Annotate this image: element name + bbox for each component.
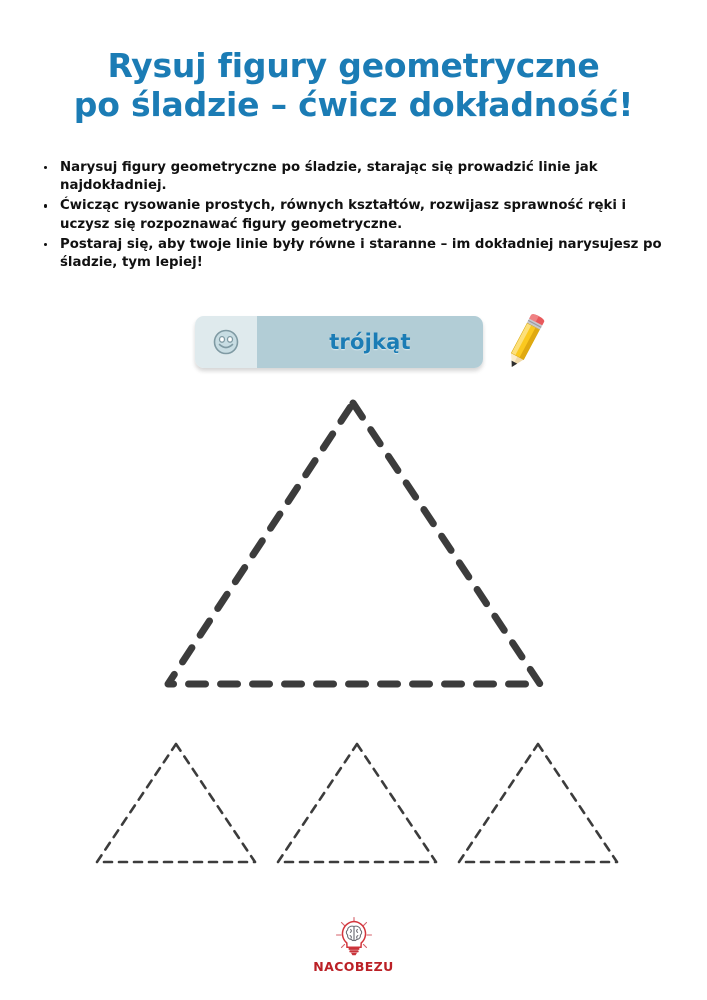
instructions-list — [38, 159, 666, 274]
shape-name-label: trójkąt — [329, 330, 411, 354]
brand-name: NACOBEZU — [313, 959, 394, 974]
shape-label-main — [257, 316, 483, 368]
shape-label-bar — [195, 316, 483, 368]
brain-lightbulb-icon — [0, 916, 707, 958]
instruction-item: Narysuj figury geometryczne po śladzie, starając się prowadzić linie jak najdokładniej. — [38, 159, 666, 195]
pencil-icon — [493, 312, 555, 376]
large-dashed-triangle — [168, 403, 540, 684]
small-dashed-triangle-3 — [459, 744, 617, 862]
small-dashed-triangle-1 — [97, 744, 255, 862]
footer-logo — [0, 916, 707, 974]
page-title — [0, 46, 707, 124]
small-dashed-triangle-2 — [278, 744, 436, 862]
shape-label-row — [195, 316, 555, 372]
page-title-line-2: po śladzie – ćwicz dokładność! — [73, 85, 634, 124]
instruction-item: Postaraj się, aby twoje linie były równe i staranne – im dokładniej narysujesz po śladzie, tym lepiej! — [38, 236, 666, 272]
smiley-face-icon — [195, 316, 257, 368]
instruction-item: Ćwicząc rysowanie prostych, równych kształtów, rozwijasz sprawność ręki i uczysz się rozpoznawać figury geometryczne. — [38, 197, 666, 233]
page-title-line-1: Rysuj figury geometryczne — [107, 46, 600, 85]
